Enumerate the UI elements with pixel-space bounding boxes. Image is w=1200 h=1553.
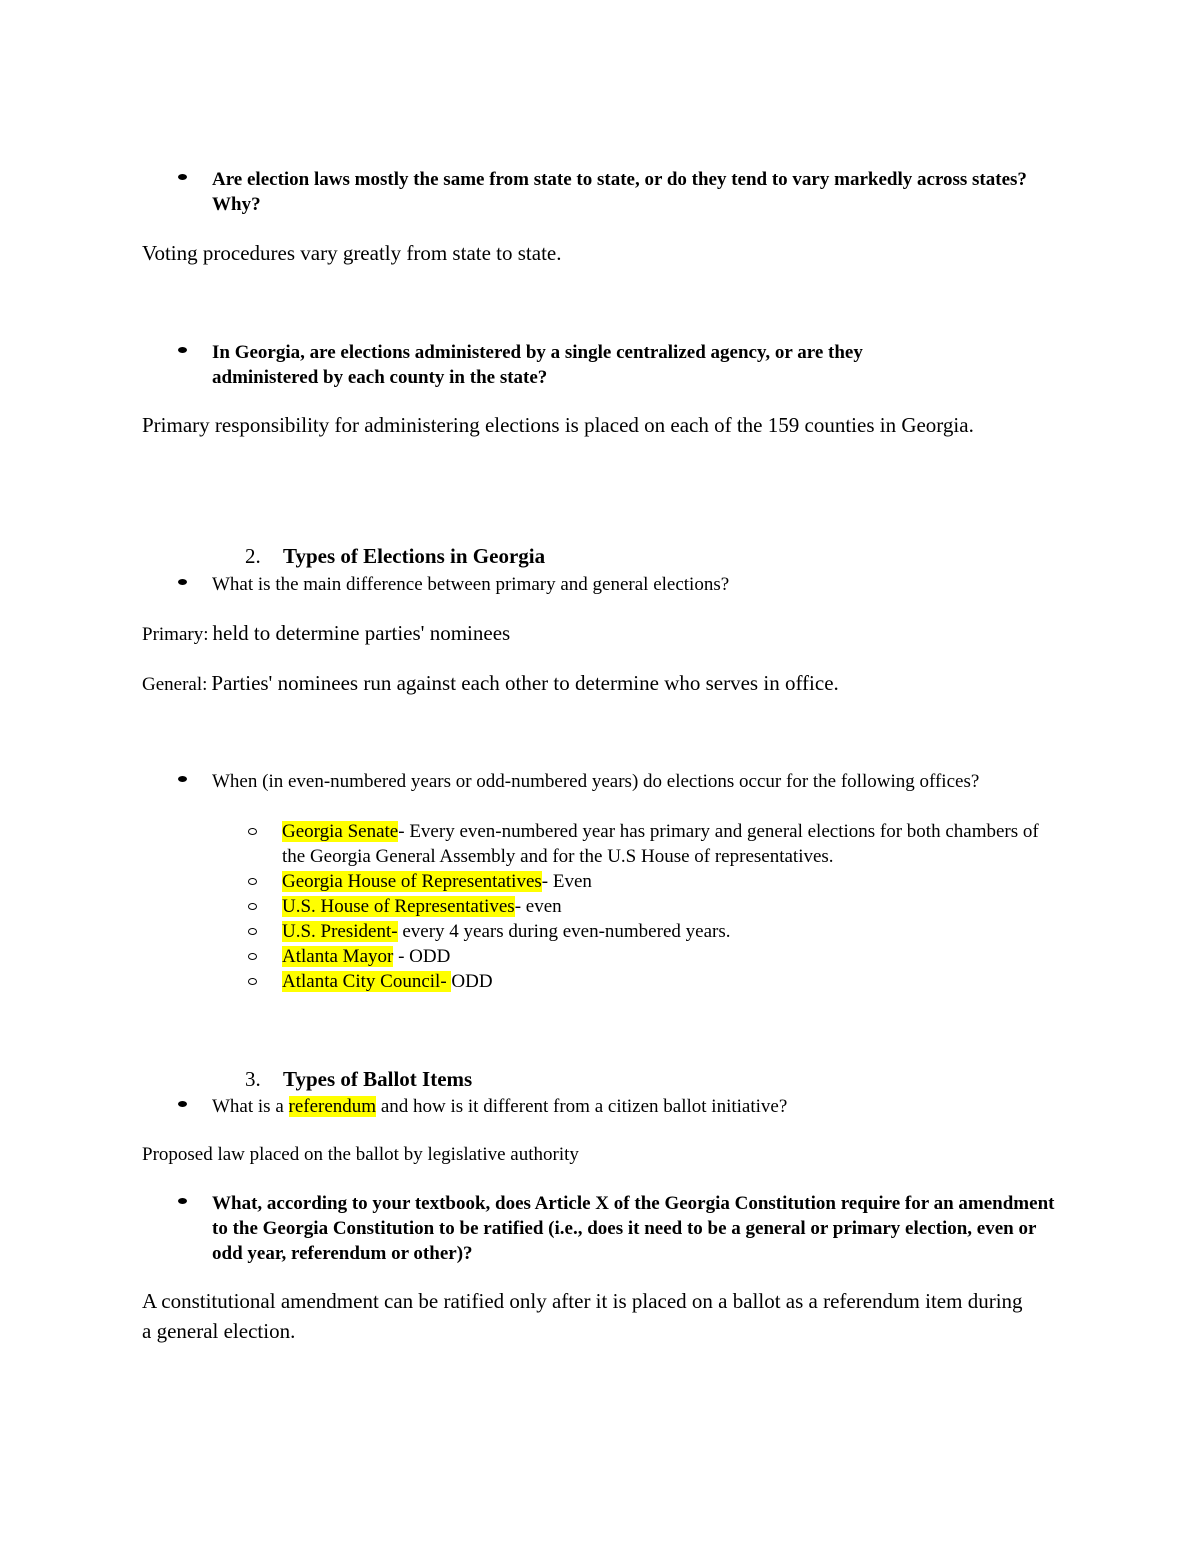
answer-label: Primary: [142, 624, 209, 645]
section-heading [245, 1067, 472, 1092]
office-name: Atlanta City Council- [282, 971, 452, 992]
section-heading [245, 544, 545, 569]
answer-text: Parties' nominees run against each other to determine who serves in office. [211, 671, 839, 695]
circle-bullet-icon [248, 928, 257, 935]
office-desc: Even [548, 871, 592, 892]
answer-text: Voting procedures vary greatly from state to state. [142, 241, 562, 265]
office-name: Georgia House of Representatives [282, 871, 542, 892]
question-text: Are election laws mostly the same from state to state, or do they tend to vary markedly across states? Why? [212, 169, 1027, 215]
question-text: When (in even-numbered years or odd-numbered years) do elections occur for the following offices? [212, 771, 980, 792]
question-text: In Georgia, are elections administered by a single centralized agency, or are they administered by each county in the state? [212, 342, 863, 388]
office-name: U.S. House of Representatives [282, 896, 515, 917]
circle-bullet-icon [248, 953, 257, 960]
section-title: Types of Elections in Georgia [283, 544, 546, 568]
answer-text: Proposed law placed on the ballot by legislative authority [142, 1144, 579, 1165]
office-desc: even [521, 896, 562, 917]
office-name: U.S. President- [282, 921, 398, 942]
office-desc: ODD [451, 971, 493, 992]
circle-bullet-icon [248, 878, 257, 885]
circle-bullet-icon [248, 828, 257, 835]
circle-bullet-icon [248, 978, 257, 985]
office-desc: Every even-numbered year has primary and general elections for both chambers of the Georgia General Assembly and for the U.S House of representatives. [282, 821, 1039, 867]
question-text: What, according to your textbook, does Article X of the Georgia Constitution require for an amendment to the Georgia Constitution to be ratified (i.e., does it need to be a general or primary election, even or odd year, referendum or other)? [212, 1193, 1055, 1264]
answer-general [142, 668, 839, 698]
answer-text: A constitutional amendment can be ratified only after it is placed on a ballot as a referendum item during a general election. [142, 1289, 1023, 1343]
circle-bullet-icon [248, 903, 257, 910]
bullet-icon [178, 776, 187, 782]
office-name: Georgia Senate [282, 821, 399, 842]
answer-text: held to determine parties' nominees [212, 621, 511, 645]
question-text: What is the main difference between primary and general elections? [212, 574, 730, 595]
bullet-icon [178, 347, 187, 353]
office-desc: - ODD [393, 946, 451, 967]
office-name: Atlanta Mayor [282, 946, 394, 967]
bullet-icon [178, 174, 187, 180]
highlighted-term: referendum [288, 1096, 377, 1117]
office-desc: every 4 years during even-numbered years. [397, 921, 731, 942]
answer-text: Primary responsibility for administering elections is placed on each of the 159 counties in Georgia. [142, 413, 974, 437]
answer-primary [142, 618, 510, 648]
bullet-icon [178, 579, 187, 585]
bullet-icon [178, 1101, 187, 1107]
bullet-icon [178, 1198, 187, 1204]
section-number: 2. [245, 544, 261, 568]
section-title: Types of Ballot Items [283, 1067, 473, 1091]
answer-label: General: [142, 674, 208, 695]
section-number: 3. [245, 1067, 261, 1091]
